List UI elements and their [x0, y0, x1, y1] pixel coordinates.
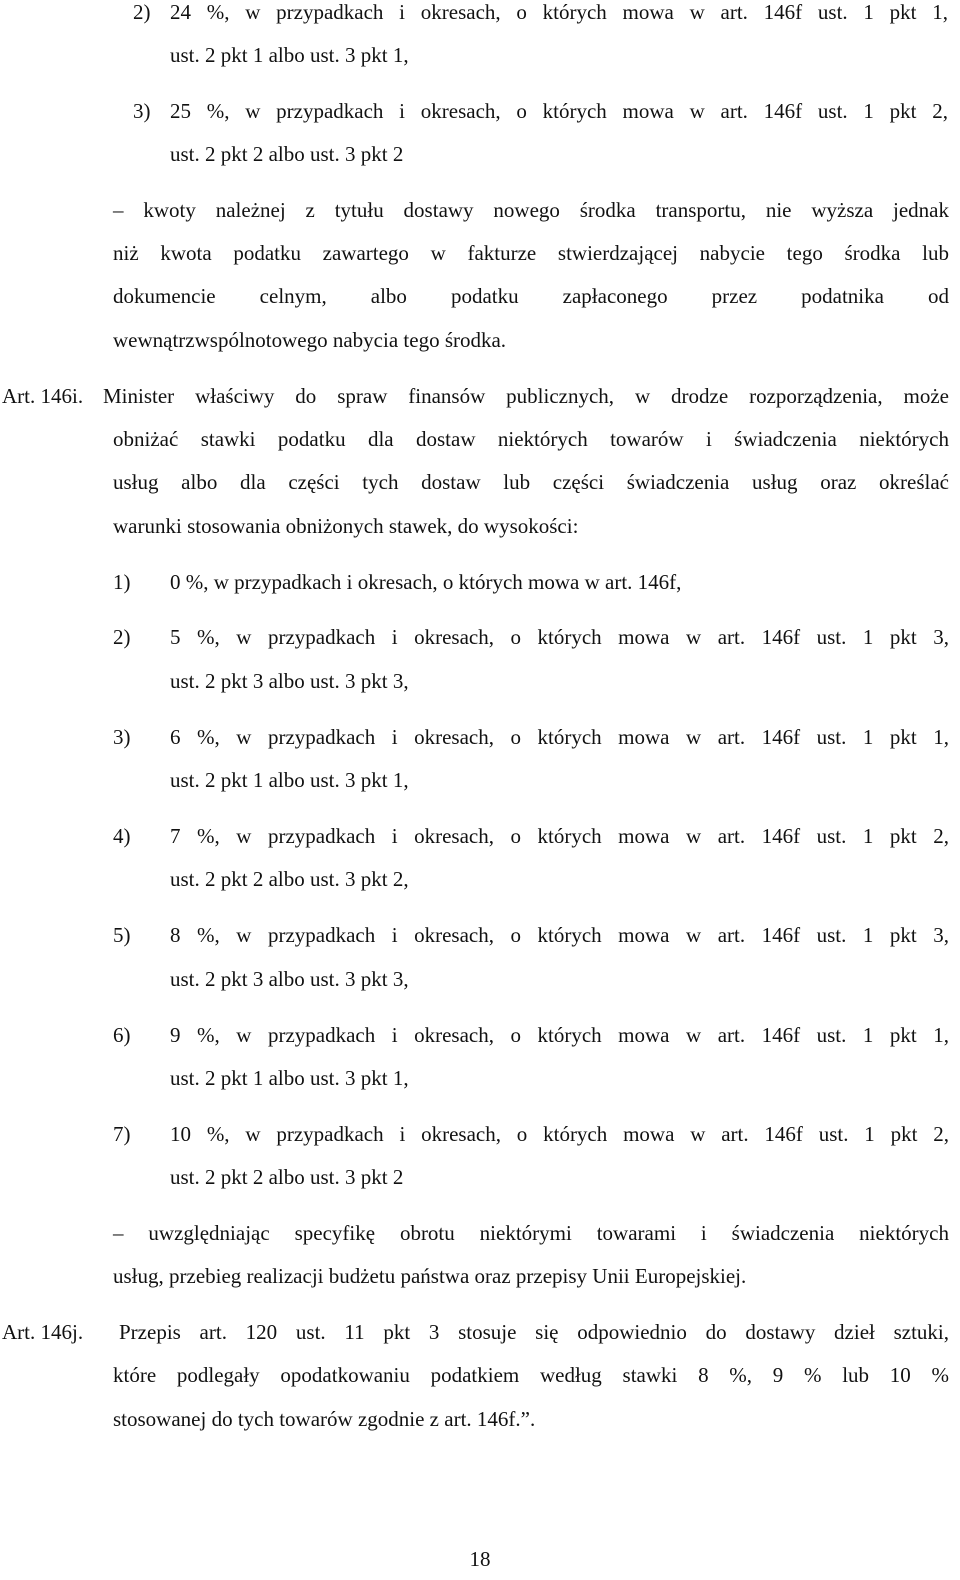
list-item-text: 25 %, w przypadkach i okresach, o których mowa w art. 146f ust. 1 pkt 2, [170, 99, 948, 123]
paragraph-line: wewnątrzwspólnotowego nabycia tego środka. [113, 328, 507, 352]
list-item-text: ust. 2 pkt 1 albo ust. 3 pkt 1, [170, 768, 409, 792]
paragraph-line: które podlegały opodatkowaniu podatkiem według stawki 8 %, 9 % lub 10 % [113, 1363, 949, 1387]
paragraph-line: warunki stosowania obniżonych stawek, do wysokości: [113, 514, 579, 538]
list-item-text: ust. 2 pkt 2 albo ust. 3 pkt 2, [170, 867, 409, 891]
page-number: 18 [469, 1547, 491, 1571]
list-item-number: 5) [113, 923, 131, 947]
paragraph-line: – uwzględniając specyfikę obrotu niektórymi towarami i świadczenia niektórych [113, 1221, 949, 1245]
list-item-text: 0 %, w przypadkach i okresach, o których mowa w art. 146f, [170, 570, 682, 594]
paragraph-line: obniżać stawki podatku dla dostaw niektórych towarów i świadczenia niektórych [113, 427, 949, 451]
list-item-number: 1) [113, 570, 131, 594]
list-item-text: ust. 2 pkt 3 albo ust. 3 pkt 3, [170, 669, 409, 693]
list-item-number: 3) [113, 725, 131, 749]
list-item-text: 5 %, w przypadkach i okresach, o których mowa w art. 146f ust. 1 pkt 3, [170, 625, 949, 649]
list-item-number: 7) [113, 1122, 131, 1146]
list-item-text: ust. 2 pkt 3 albo ust. 3 pkt 3, [170, 967, 409, 991]
article-label: Art. 146i. [2, 384, 84, 408]
list-item-text: 10 %, w przypadkach i okresach, o których mowa w art. 146f ust. 1 pkt 2, [170, 1122, 949, 1146]
article-first-line: Minister właściwy do spraw finansów publicznych, w drodze rozporządzenia, może [103, 384, 949, 408]
list-item-number: 4) [113, 824, 131, 848]
paragraph-line: – kwoty należnej z tytułu dostawy nowego środka transportu, nie wyższa jednak [113, 198, 949, 222]
paragraph-line: usług albo dla części tych dostaw lub części świadczenia usług oraz określać [113, 470, 949, 494]
list-item-number: 2) [113, 625, 131, 649]
paragraph-line: niż kwota podatku zawartego w fakturze stwierdzającej nabycie tego środka lub [113, 241, 949, 265]
list-item-number: 6) [113, 1023, 131, 1047]
article-label: Art. 146j. [2, 1320, 84, 1344]
list-item-text: 9 %, w przypadkach i okresach, o których mowa w art. 146f ust. 1 pkt 1, [170, 1023, 949, 1047]
list-item-text: 24 %, w przypadkach i okresach, o których mowa w art. 146f ust. 1 pkt 1, [170, 0, 948, 24]
list-item-text: ust. 2 pkt 1 albo ust. 3 pkt 1, [170, 43, 409, 67]
list-item-text: ust. 2 pkt 2 albo ust. 3 pkt 2 [170, 142, 404, 166]
article-first-line: Przepis art. 120 ust. 11 pkt 3 stosuje się odpowiednio do dostawy dzieł sztuki, [119, 1320, 949, 1344]
list-item-text: 6 %, w przypadkach i okresach, o których mowa w art. 146f ust. 1 pkt 1, [170, 725, 949, 749]
paragraph-line: usług, przebieg realizacji budżetu państwa oraz przepisy Unii Europejskiej. [113, 1264, 747, 1288]
paragraph-line: dokumencie celnym, albo podatku zapłaconego przez podatnika od [113, 284, 949, 308]
list-item-text: ust. 2 pkt 2 albo ust. 3 pkt 2 [170, 1165, 404, 1189]
list-item-number: 2) [133, 0, 151, 24]
list-item-number: 3) [133, 99, 151, 123]
list-item-text: 7 %, w przypadkach i okresach, o których mowa w art. 146f ust. 1 pkt 2, [170, 824, 949, 848]
list-item-text: 8 %, w przypadkach i okresach, o których mowa w art. 146f ust. 1 pkt 3, [170, 923, 949, 947]
paragraph-line: stosowanej do tych towarów zgodnie z art. 146f.”. [113, 1407, 536, 1431]
list-item-text: ust. 2 pkt 1 albo ust. 3 pkt 1, [170, 1066, 409, 1090]
